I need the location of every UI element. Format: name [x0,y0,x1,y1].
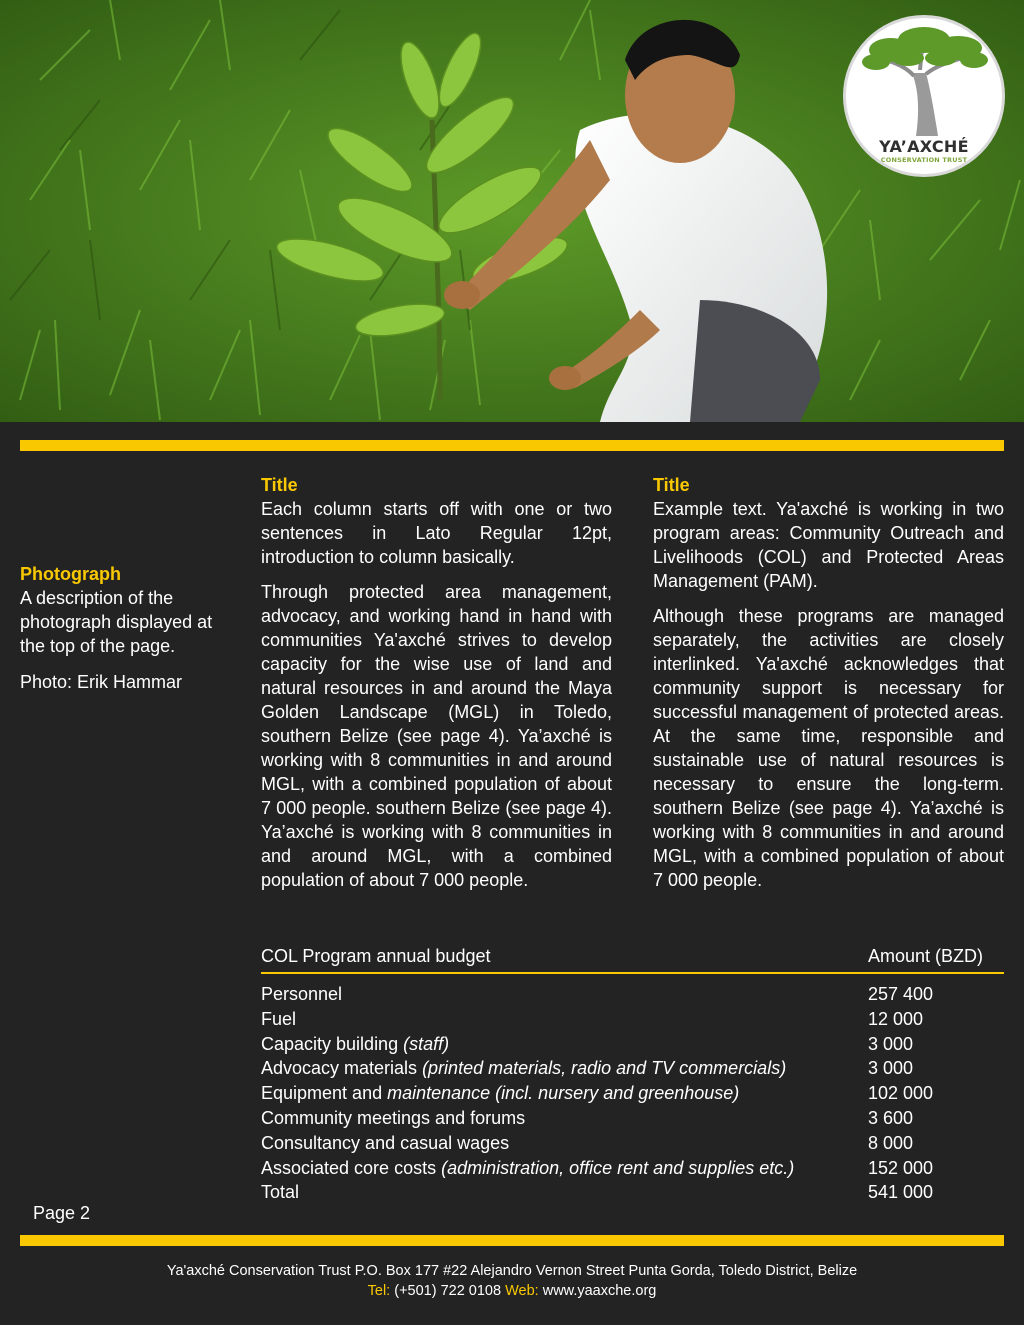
caption-heading: Photograph [20,564,121,584]
row-amount: 102 000 [868,1083,934,1104]
column-intro: Example text. Ya'axché is working in two program areas: Community Outreach and Livelihoods (COL) and Protected Areas Management (PAM). [653,499,1004,591]
table-row [261,1106,1004,1131]
row-item: Advocacy materials [261,1058,423,1079]
row-item: Associated core costs [261,1157,442,1178]
header-photograph [0,0,1024,422]
row-amount: 8 000 [868,1132,914,1153]
table-row [261,1081,1004,1106]
page-number: Page 2 [33,1203,91,1223]
footer [0,1261,1024,1301]
header-amount: Amount (BZD) [868,946,984,966]
budget-table [261,944,1004,1205]
caption-credit: Photo: Erik Hammar [20,672,183,692]
row-item: Personnel [261,984,343,1004]
row-amount: 257 400 [868,984,934,1004]
tree-icon [846,18,1002,138]
web-link[interactable]: www.yaaxche.org [542,1283,657,1299]
text-column-1 [261,473,612,892]
row-item: Equipment and [261,1083,388,1104]
row-amount: 3 000 [868,1033,914,1054]
column-body: Through protected area management, advocacy, and working hand in hand with communities Ya'axché strives to develop capacity for the wise use of land and natural resources in and around the Maya Golden Landscape (MGL) in Toledo, southern Belize (see page 4). Ya’axché is working with 8 communities in and around MGL, with a combined population of about 7 000 people. southern Belize (see page 4). Ya’axché is working with 8 communities in and around MGL, with a combined population of about 7 000 people. [261,582,612,890]
row-amount: 12 000 [868,1008,924,1029]
table-header-divider [261,972,1004,974]
row-note: (administration, office rent and supplies etc.) [441,1157,795,1178]
caption-description: A description of the photograph displayed at the top of the page. [20,588,213,656]
column-intro: Each column starts off with one or two sentences in Lato Regular 12pt, introduction to column basically. [261,499,612,567]
table-row-total [261,1180,1004,1205]
row-note: (printed materials, radio and TV commercials) [422,1058,787,1079]
row-item: Fuel [261,1008,297,1029]
text-column-2 [653,473,1004,892]
table-row [261,1007,1004,1032]
row-item: Total [261,1182,300,1203]
header-item: COL Program annual budget [261,946,491,966]
table-row [261,1131,1004,1156]
table-row [261,1056,1004,1081]
row-item: Consultancy and casual wages [261,1132,510,1153]
logo-name: YA’AXCHÉ [879,137,969,156]
web-label: Web: [505,1283,539,1299]
row-item: Community meetings and forums [261,1107,526,1128]
footer-contact [0,1281,1024,1301]
table-row [261,1032,1004,1057]
column-body: Although these programs are managed separately, the activities are closely interlinked. Ya'axché acknowledges that community support is necessary for successful management of protected areas. At the same time, responsible and sustainable use of natural resources is necessary to ensure the long-term. southern Belize (see page 4). Ya’axché is working with 8 communities in and around MGL, with a combined population of about 7 000 people. [653,606,1004,890]
row-note: maintenance (incl. nursery and greenhouse) [387,1083,740,1104]
row-note: (staff) [403,1033,450,1054]
table-row [261,1156,1004,1181]
tel-number: (+501) 722 0108 [394,1283,502,1299]
row-amount: 152 000 [868,1157,934,1178]
top-divider [20,440,1004,451]
brand-logo [843,15,1005,177]
row-amount: 541 000 [868,1182,934,1203]
tel-label: Tel: [367,1283,391,1299]
logo-subtitle: CONSERVATION TRUST [880,156,968,164]
table-row [261,982,1004,1007]
photo-caption [20,562,230,694]
row-item: Capacity building [261,1033,404,1054]
row-amount: 3 600 [868,1107,914,1128]
bottom-divider [20,1235,1004,1246]
footer-address: Ya'axché Conservation Trust P.O. Box 177 #22 Alejandro Vernon Street Punta Gorda, Toledo District, Belize [166,1263,858,1279]
column-title: Title [653,475,690,495]
column-title: Title [261,475,298,495]
row-amount: 3 000 [868,1058,914,1079]
table-header [261,944,1004,968]
